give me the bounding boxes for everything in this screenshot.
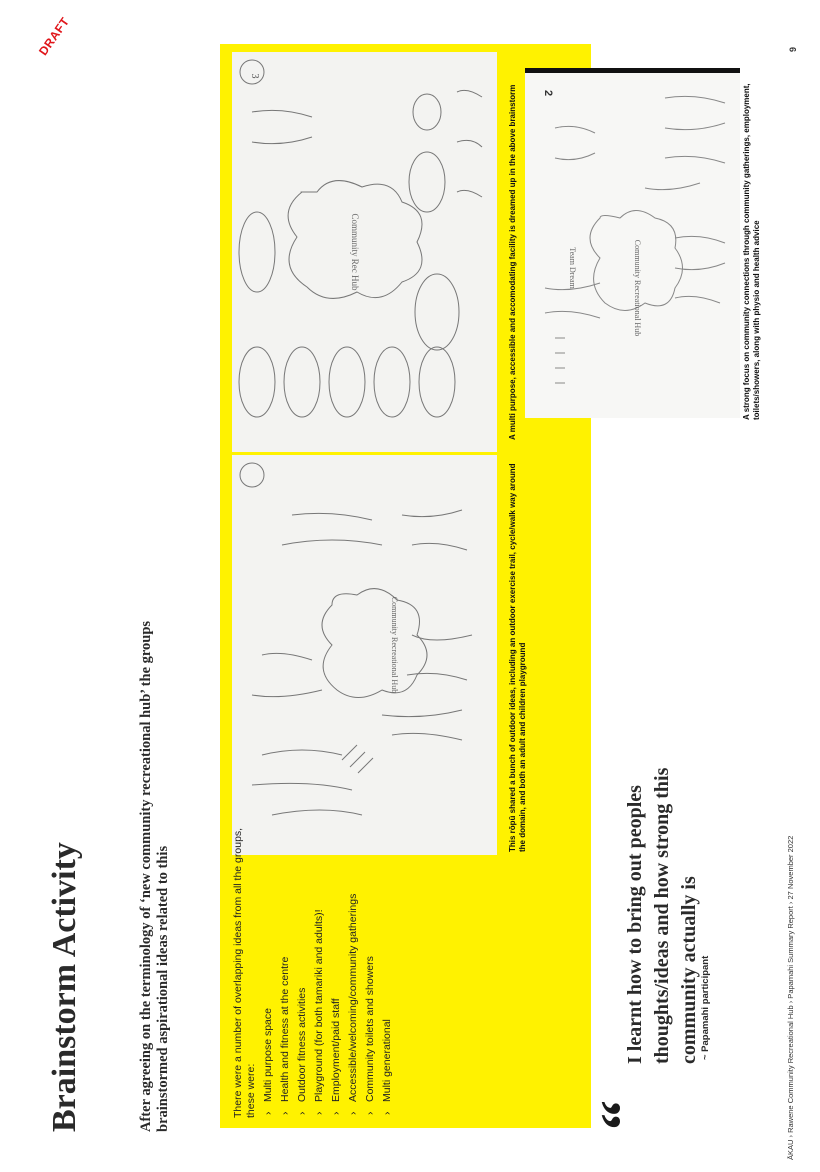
quote-attribution: ~ Papamahi participant <box>700 955 711 1060</box>
ideas-bullets <box>262 818 394 1118</box>
list-item: › Community toilets and showers <box>364 818 377 1118</box>
list-item: › Health and fitness at the centre <box>279 818 292 1118</box>
pull-quote: I learnt how to bring out peoples thoughts/ideas and how strong this community actually is <box>624 767 700 1064</box>
brainstorm-photo-outdoor <box>232 455 497 855</box>
list-item: › Multi generational <box>381 818 394 1118</box>
quote-mark-icon <box>589 1078 655 1132</box>
caption-photo-community: A strong focus on community connections through community gatherings, employment, toilets/showers, along with physio and health advice <box>742 83 761 420</box>
photo-number: 2 <box>542 89 554 97</box>
ideas-list-lead: There were a number of overlapping ideas from all the groups, these were: <box>232 827 257 1118</box>
page-number: 9 <box>788 46 798 52</box>
brainstorm-photo-multipurpose <box>232 52 497 452</box>
intro-paragraph: After agreeing on the terminology of ‘new community recreational hub’ the groups brainstormed aspirational ideas related to this <box>138 620 171 1132</box>
list-item: › Playground (for both tamariki and adults)! <box>313 818 326 1118</box>
list-item: › Multi purpose space <box>262 818 275 1118</box>
brainstorm-photo-community <box>525 68 740 418</box>
photo-handwriting: Community Recreational Hub <box>633 239 642 337</box>
photo-handwriting: Team Dream <box>568 247 577 289</box>
list-item: › Outdoor fitness activities <box>296 818 309 1118</box>
list-item: › Employment/paid staff <box>330 818 343 1118</box>
photo-handwriting: Community Rec Hub <box>350 213 360 291</box>
photo-top-bar <box>525 68 740 73</box>
photo-number: 3 <box>249 73 260 79</box>
svg-text:“: “ <box>589 1100 655 1130</box>
page-title: Brainstorm Activity <box>46 842 83 1132</box>
caption-photo-outdoor: This rōpū shared a bunch of outdoor ideas, including an outdoor exercise trail, cycle/walk way around the domain, and both an adult and children playground <box>508 463 527 852</box>
draft-stamp: DRAFT <box>36 14 73 59</box>
list-item: › Accessible/welcoming/community gatherings <box>347 818 360 1118</box>
page-footer: ĀKAU › Rawene Community Recreational Hub › Papamahi Summary Report › 27 November 2022 <box>786 835 795 1160</box>
caption-photo-multipurpose: A multi purpose, accessible and accomodating facility is dreamed up in the above brainstorm <box>508 84 517 440</box>
ideas-list <box>232 818 394 1118</box>
photo-handwriting: Community Recreational Hub <box>390 596 399 694</box>
